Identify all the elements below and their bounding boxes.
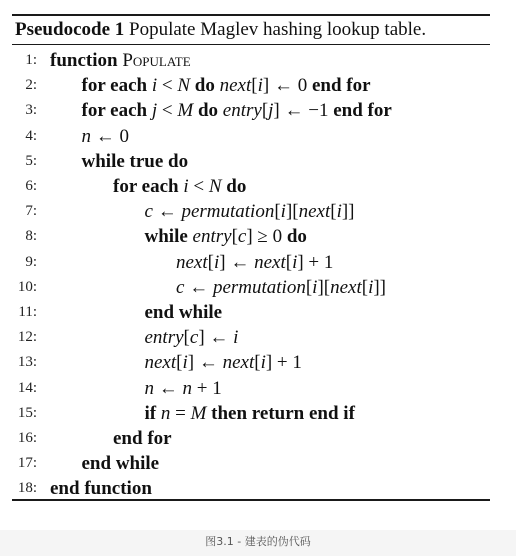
code-text: ][ — [285, 201, 299, 223]
pseudocode-line — [0, 174, 516, 199]
keyword: while — [144, 226, 193, 248]
identifier: j — [151, 100, 158, 122]
identifier: M — [190, 402, 207, 424]
identifier: i — [233, 327, 239, 349]
identifier: c — [176, 276, 185, 298]
identifier: next — [298, 201, 331, 223]
keyword: end for — [333, 100, 392, 122]
code-text: ] ← −1 — [273, 100, 334, 122]
identifier: n — [160, 402, 171, 424]
line-code — [113, 174, 246, 199]
pseudocode-line — [0, 73, 516, 98]
code-text: ← — [154, 377, 183, 399]
pseudocode-line — [0, 98, 516, 123]
identifier: i — [260, 352, 266, 374]
code-text: < — [157, 75, 178, 97]
keyword: for each — [113, 176, 184, 197]
code-text: [ — [251, 75, 258, 97]
pseudocode-line — [0, 325, 516, 350]
identifier: Populate — [122, 50, 191, 71]
code-text: ][ — [317, 276, 331, 298]
identifier: next — [330, 276, 362, 298]
identifier: permutation — [181, 201, 275, 223]
identifier: entry — [192, 226, 232, 248]
line-code — [82, 451, 160, 476]
keyword: do — [286, 226, 307, 248]
keyword: end function — [50, 478, 152, 500]
pseudocode-line — [0, 224, 516, 249]
code-text: < — [188, 176, 209, 197]
identifier: c — [144, 201, 153, 223]
identifier: next — [144, 352, 177, 374]
identifier: permutation — [212, 276, 306, 298]
keyword: do — [221, 176, 247, 197]
keyword: end while — [81, 453, 160, 475]
keyword: do — [193, 100, 223, 122]
keyword: then return end if — [206, 402, 355, 424]
code-text: [ — [285, 251, 293, 273]
pseudocode-line — [0, 376, 516, 401]
identifier: c — [189, 327, 199, 349]
algorithm-title-text: Populate Maglev hashing lookup table. — [129, 19, 427, 40]
keyword: while true do — [81, 150, 189, 172]
code-text: [ — [261, 100, 269, 122]
code-text: ] + 1 — [297, 251, 334, 273]
code-text: [ — [176, 352, 183, 374]
figure-caption: 图3.1 - 建表的伪代码 — [0, 530, 516, 556]
line-number: 10: — [17, 278, 37, 295]
keyword: if — [144, 402, 161, 424]
line-code — [145, 350, 302, 375]
identifier: j — [268, 100, 274, 122]
pseudocode-line — [0, 149, 516, 174]
line-number: 4: — [25, 127, 37, 144]
code-text: ]] — [341, 201, 355, 223]
code-text: [ — [254, 352, 261, 374]
code-text: ← — [184, 276, 213, 298]
pseudocode-line — [0, 124, 516, 149]
identifier: next — [254, 251, 286, 273]
identifier: M — [177, 100, 194, 122]
code-text: ] ≥ 0 — [246, 226, 287, 248]
line-code — [145, 325, 239, 350]
code-text: [ — [274, 201, 281, 223]
pseudocode-line — [0, 300, 516, 325]
line-code — [176, 250, 333, 275]
identifier: n — [81, 125, 91, 147]
pseudocode-line — [0, 199, 516, 224]
line-code — [82, 124, 130, 149]
code-text: [ — [207, 251, 214, 273]
code-text: ] + 1 — [265, 352, 302, 374]
code-text: [ — [305, 276, 313, 298]
identifier: c — [237, 226, 247, 248]
line-number: 14: — [17, 379, 37, 396]
line-code — [145, 300, 223, 325]
code-text: [ — [361, 276, 369, 298]
line-code — [145, 199, 355, 224]
identifier: entry — [144, 327, 184, 349]
line-number: 2: — [25, 77, 37, 94]
pseudocode-line — [0, 48, 516, 73]
identifier: i — [213, 251, 220, 273]
line-code — [176, 275, 386, 300]
code-text: ] ← — [187, 352, 223, 374]
pseudocode-line — [0, 476, 516, 501]
bottom-rule — [12, 499, 490, 501]
line-number: 13: — [17, 354, 37, 371]
identifier: i — [312, 276, 318, 298]
keyword: end for — [113, 428, 172, 449]
keyword: for each — [81, 75, 152, 97]
line-number: 3: — [25, 102, 37, 119]
line-number: 15: — [17, 404, 37, 421]
line-code — [145, 401, 355, 426]
code-text: = — [170, 402, 191, 424]
identifier: i — [182, 352, 188, 374]
code-text: ← 0 — [91, 125, 129, 147]
identifier: i — [368, 276, 374, 298]
line-code — [50, 476, 152, 501]
header-rule — [12, 44, 490, 45]
identifier: entry — [222, 100, 262, 122]
identifier: N — [177, 75, 191, 97]
line-code — [145, 376, 222, 401]
line-number: 18: — [17, 480, 37, 497]
line-number: 16: — [17, 430, 37, 446]
pseudocode-line — [0, 426, 516, 451]
line-number: 7: — [25, 203, 37, 220]
keyword: do — [190, 75, 220, 97]
code-text: ] ← — [219, 251, 255, 273]
identifier: i — [292, 251, 298, 273]
line-number: 8: — [25, 228, 37, 245]
keyword: function — [50, 50, 123, 71]
keyword: end while — [144, 302, 223, 323]
line-number: 5: — [25, 152, 37, 169]
identifier: n — [144, 377, 154, 399]
pseudocode-line — [0, 250, 516, 275]
code-text: [ — [231, 226, 238, 248]
identifier: next — [222, 352, 255, 374]
top-rule — [12, 14, 490, 16]
code-text: < — [157, 100, 178, 122]
algorithm-title — [15, 17, 426, 42]
identifier: i — [280, 201, 286, 223]
line-number: 1: — [25, 52, 37, 68]
line-code — [82, 98, 392, 123]
line-code — [145, 224, 307, 249]
identifier: N — [208, 176, 222, 197]
identifier: next — [176, 251, 208, 273]
identifier: i — [151, 75, 158, 97]
identifier: i — [183, 176, 189, 197]
line-number: 6: — [25, 178, 37, 194]
code-text: + 1 — [192, 377, 222, 399]
code-text: ← — [152, 201, 182, 223]
keyword: for each — [81, 100, 152, 122]
identifier: next — [219, 75, 252, 97]
pseudocode-line — [0, 275, 516, 300]
line-code — [82, 149, 189, 174]
keyword: end for — [311, 75, 371, 97]
line-code — [113, 426, 172, 451]
line-number: 11: — [18, 304, 37, 320]
line-code — [82, 73, 371, 98]
identifier: n — [182, 377, 192, 399]
code-text: ] ← — [198, 327, 234, 349]
code-text: [ — [183, 327, 190, 349]
code-text: [ — [330, 201, 337, 223]
line-number: 12: — [17, 329, 37, 346]
pseudocode-line — [0, 350, 516, 375]
algorithm-label: Pseudocode 1 — [15, 19, 125, 40]
line-number: 9: — [25, 253, 37, 270]
line-number: 17: — [17, 455, 37, 472]
code-text: ] ← 0 — [262, 75, 312, 97]
line-code — [50, 48, 191, 73]
code-text: ]] — [373, 276, 387, 298]
pseudocode-line — [0, 401, 516, 426]
pseudocode-line — [0, 451, 516, 476]
identifier: i — [336, 201, 342, 223]
identifier: i — [257, 75, 263, 97]
